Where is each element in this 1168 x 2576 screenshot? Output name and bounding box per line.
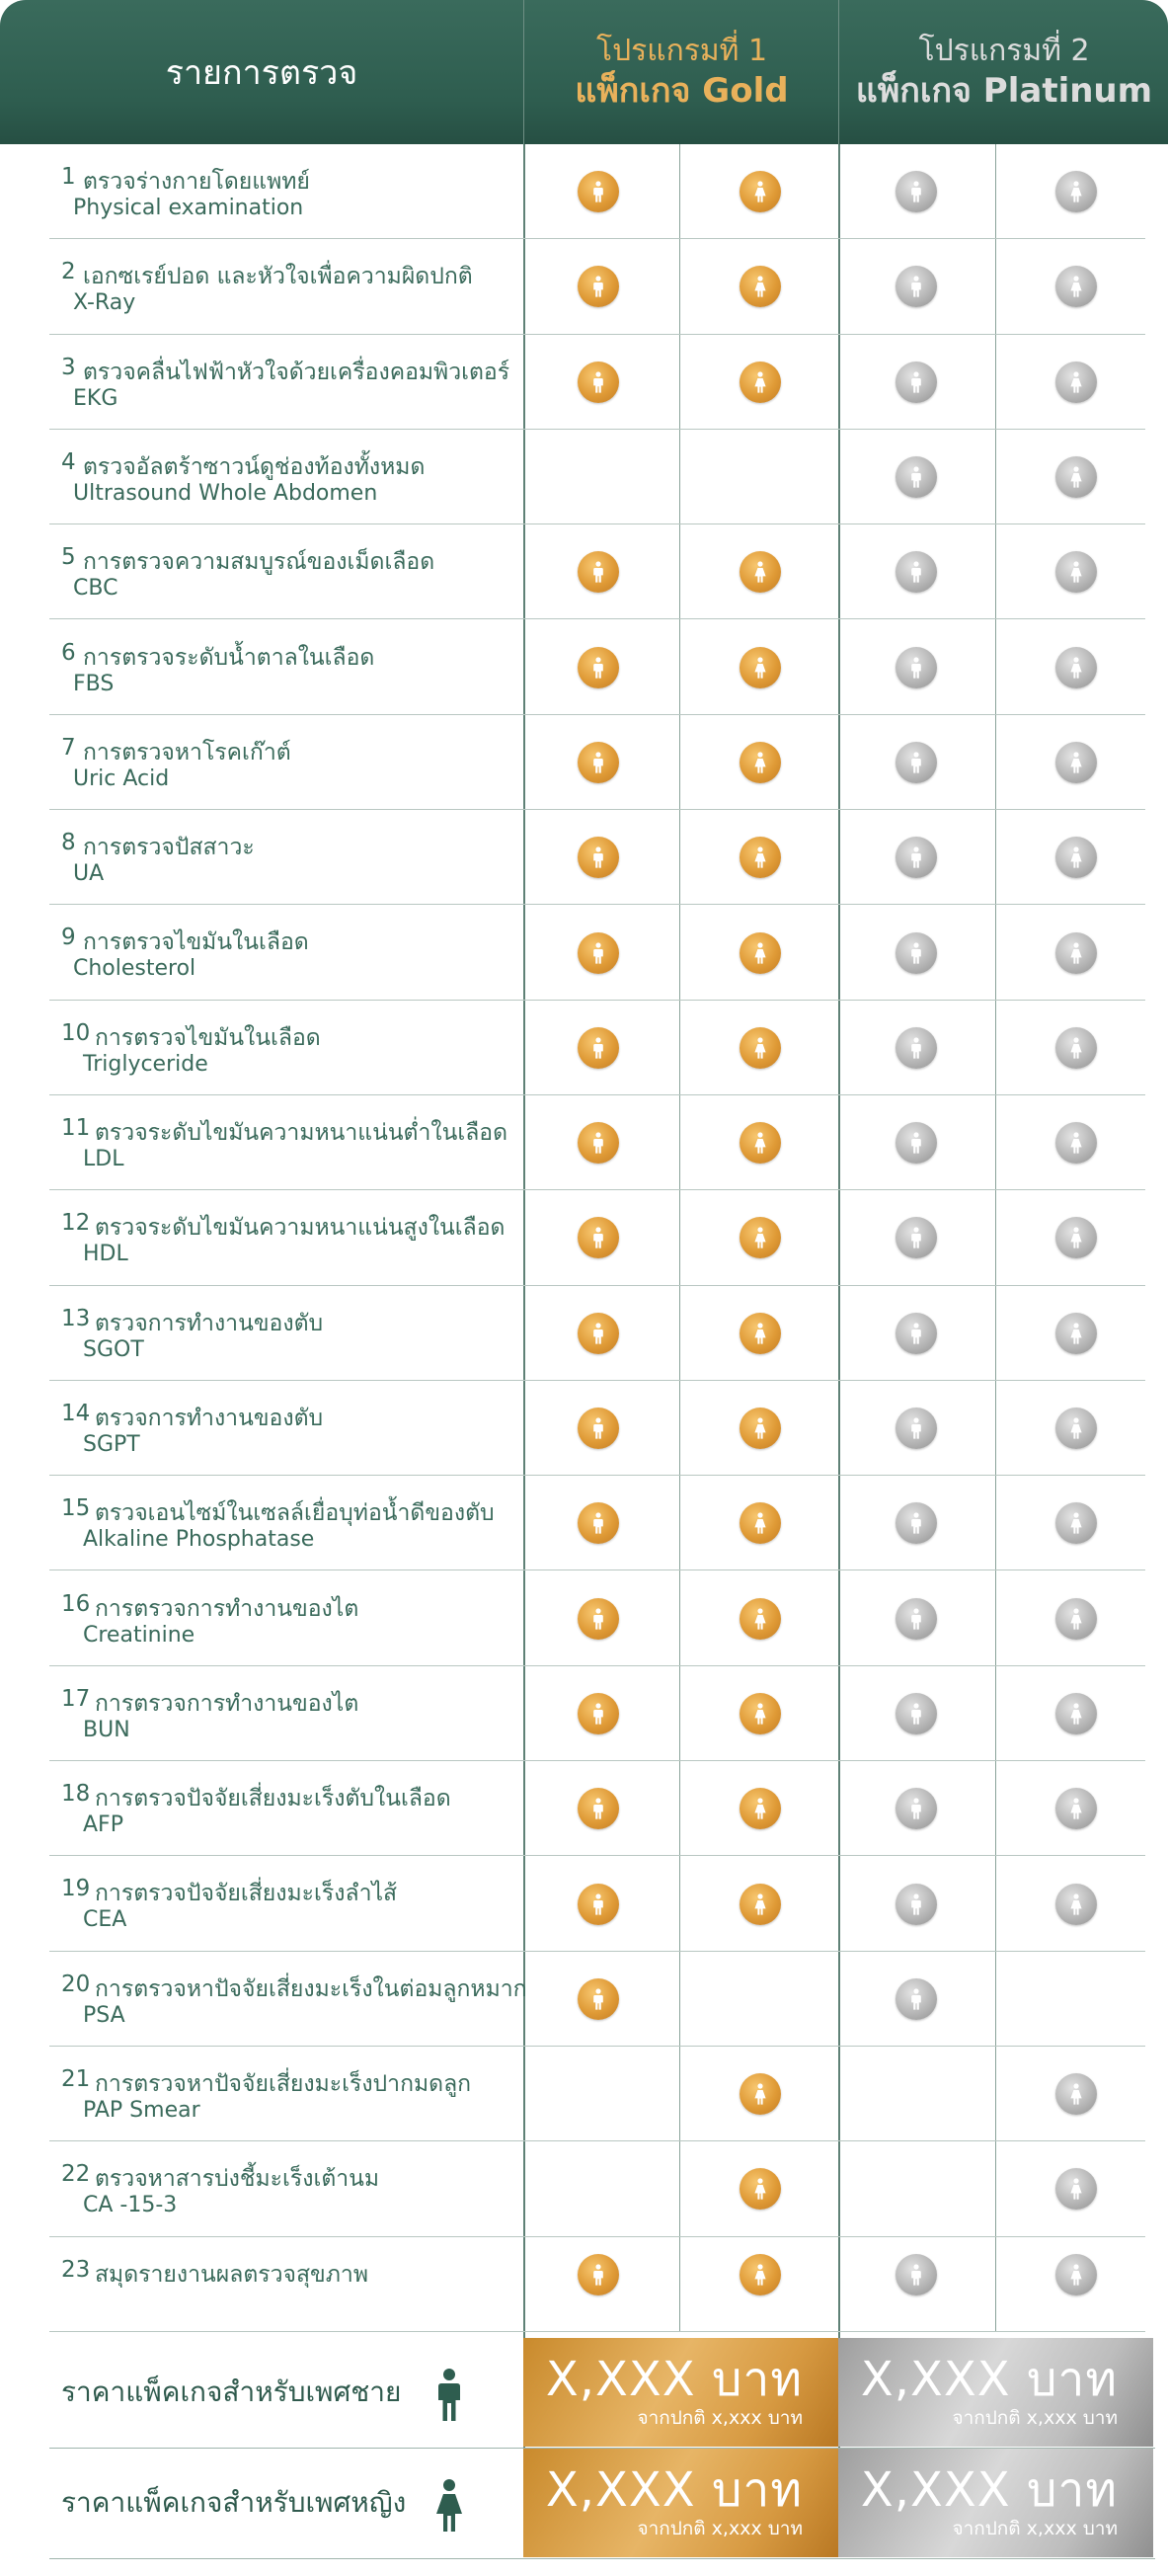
item-number: 6 bbox=[61, 639, 76, 666]
item-thai-name: การตรวจปัสสาวะ bbox=[83, 835, 255, 861]
item-number: 13 bbox=[61, 1305, 91, 1331]
female-included-icon bbox=[740, 837, 781, 878]
male-included-icon bbox=[578, 1313, 619, 1354]
item-thai-name: ตรวจหาสารบ่งชี้มะเร็งเต้านม bbox=[95, 2166, 380, 2193]
price-divider bbox=[49, 2558, 1155, 2559]
item-number: 4 bbox=[61, 448, 76, 475]
female-included-icon bbox=[1055, 362, 1097, 403]
female-included-icon bbox=[740, 1027, 781, 1069]
male-included-icon bbox=[578, 1884, 619, 1925]
item-thai-name: การตรวจหาโรคเก๊าต์ bbox=[83, 739, 291, 765]
item-thai-name: การตรวจไขมันในเลือด bbox=[95, 1024, 321, 1051]
exam-item-row bbox=[49, 620, 1145, 715]
male-included-icon bbox=[895, 1217, 937, 1258]
male-included-icon bbox=[578, 1217, 619, 1258]
item-english-name: Cholesterol bbox=[73, 956, 196, 982]
header-gold-package bbox=[523, 0, 839, 144]
platinum-price-box bbox=[838, 2449, 1153, 2557]
female-included-icon bbox=[740, 1408, 781, 1449]
exam-item-row bbox=[49, 810, 1145, 905]
male-included-icon bbox=[895, 362, 937, 403]
exam-item-row bbox=[49, 1286, 1145, 1381]
female-included-icon bbox=[1055, 742, 1097, 783]
package1-label: แพ็กเกจ Gold bbox=[575, 71, 789, 111]
female-included-icon bbox=[740, 2254, 781, 2295]
item-english-name: BUN bbox=[83, 1717, 130, 1742]
female-included-icon bbox=[1055, 1884, 1097, 1925]
exam-item-row bbox=[49, 2141, 1145, 2236]
male-included-icon bbox=[578, 1978, 619, 2020]
female-included-icon bbox=[1055, 647, 1097, 688]
male-included-icon bbox=[578, 1598, 619, 1640]
item-thai-name: ตรวจระดับไขมันความหนาแน่นต่ำในเลือด bbox=[95, 1120, 508, 1146]
item-thai-name: ตรวจอัลตร้าซาวน์ดูช่องท้องทั้งหมด bbox=[83, 453, 426, 480]
platinum-regular-price: จากปกติ x,xxx บาท bbox=[952, 2517, 1118, 2539]
exam-item-row bbox=[49, 1095, 1145, 1190]
item-number: 18 bbox=[61, 1781, 91, 1808]
female-included-icon bbox=[1055, 1598, 1097, 1640]
male-included-icon bbox=[895, 1598, 937, 1640]
male-included-icon bbox=[578, 362, 619, 403]
exam-item-row bbox=[49, 1381, 1145, 1476]
item-thai-name: ตรวจการทำงานของตับ bbox=[95, 1310, 324, 1336]
platinum-regular-price: จากปกติ x,xxx บาท bbox=[952, 2406, 1118, 2429]
male-included-icon bbox=[895, 1693, 937, 1734]
female-included-icon bbox=[740, 647, 781, 688]
female-included-icon bbox=[1055, 2168, 1097, 2210]
male-included-icon bbox=[895, 1408, 937, 1449]
female-included-icon bbox=[1055, 1122, 1097, 1164]
item-number: 16 bbox=[61, 1590, 91, 1617]
female-included-icon bbox=[740, 1217, 781, 1258]
item-thai-name: ตรวจร่างกายโดยแพทย์ bbox=[83, 169, 310, 195]
female-included-icon bbox=[1055, 1502, 1097, 1544]
item-number: 20 bbox=[61, 1971, 91, 1997]
male-included-icon bbox=[895, 1788, 937, 1829]
platinum-price-box bbox=[838, 2338, 1153, 2447]
male-included-icon bbox=[578, 551, 619, 593]
male-included-icon bbox=[578, 1027, 619, 1069]
item-english-name: EKG bbox=[73, 385, 118, 411]
male-included-icon bbox=[578, 742, 619, 783]
item-thai-name: การตรวจหาปัจจัยเสี่ยงมะเร็งปากมดลูก bbox=[95, 2071, 472, 2097]
female-included-icon bbox=[740, 171, 781, 212]
item-english-name: UA bbox=[73, 861, 105, 887]
item-thai-name: การตรวจหาปัจจัยเสี่ยงมะเร็งในต่อมลูกหมาก bbox=[95, 1975, 527, 2002]
item-number: 7 bbox=[61, 734, 76, 761]
item-number: 15 bbox=[61, 1495, 91, 1522]
item-number: 1 bbox=[61, 164, 76, 190]
item-english-name: Triglyceride bbox=[83, 1051, 208, 1077]
male-included-icon bbox=[895, 1122, 937, 1164]
male-included-icon bbox=[578, 2254, 619, 2295]
item-number: 14 bbox=[61, 1400, 91, 1426]
female-included-icon bbox=[740, 1884, 781, 1925]
female-included-icon bbox=[1055, 1217, 1097, 1258]
female-included-icon bbox=[1055, 1313, 1097, 1354]
item-thai-name: การตรวจปัจจัยเสี่ยงมะเร็งตับในเลือด bbox=[95, 1786, 451, 1812]
item-number: 9 bbox=[61, 925, 76, 951]
male-included-icon bbox=[578, 266, 619, 307]
item-thai-name: การตรวจไขมันในเลือด bbox=[83, 929, 309, 956]
item-english-name: Alkaline Phosphatase bbox=[83, 1527, 315, 1553]
item-english-name: Uric Acid bbox=[73, 765, 170, 791]
exam-item-row bbox=[49, 1952, 1145, 2047]
item-thai-name: ตรวจการทำงานของตับ bbox=[95, 1405, 324, 1431]
female-included-icon bbox=[1055, 2254, 1097, 2295]
platinum-price: X,XXX บาท bbox=[860, 2461, 1118, 2518]
female-included-icon bbox=[1055, 1027, 1097, 1069]
item-thai-name: สมุดรายงานผลตรวจสุขภาพ bbox=[95, 2261, 368, 2288]
female-included-icon bbox=[1055, 171, 1097, 212]
female-included-icon bbox=[740, 742, 781, 783]
female-included-icon bbox=[740, 1788, 781, 1829]
item-number: 5 bbox=[61, 544, 76, 571]
item-english-name: CBC bbox=[73, 576, 118, 602]
male-included-icon bbox=[895, 742, 937, 783]
male-included-icon bbox=[895, 1884, 937, 1925]
male-included-icon bbox=[895, 1502, 937, 1544]
male-included-icon bbox=[895, 932, 937, 974]
male-included-icon bbox=[895, 1313, 937, 1354]
male-included-icon bbox=[578, 1502, 619, 1544]
exam-item-row bbox=[49, 1666, 1145, 1761]
program1-label: โปรแกรมที่ 1 bbox=[595, 34, 768, 68]
table-header bbox=[0, 0, 1168, 144]
item-thai-name: การตรวจการทำงานของไต bbox=[95, 1690, 359, 1717]
gold-price-box bbox=[523, 2449, 838, 2557]
exam-item-row bbox=[49, 1476, 1145, 1570]
item-english-name: PSA bbox=[83, 2002, 125, 2028]
item-english-name: SGOT bbox=[83, 1336, 144, 1362]
male-icon bbox=[429, 2368, 469, 2423]
item-english-name: SGPT bbox=[83, 1431, 140, 1457]
female-included-icon bbox=[1055, 1693, 1097, 1734]
item-english-name: Ultrasound Whole Abdomen bbox=[73, 480, 378, 506]
male-included-icon bbox=[895, 456, 937, 498]
female-included-icon bbox=[1055, 837, 1097, 878]
male-included-icon bbox=[578, 171, 619, 212]
female-included-icon bbox=[740, 266, 781, 307]
female-included-icon bbox=[1055, 932, 1097, 974]
item-english-name: HDL bbox=[83, 1242, 128, 1267]
header-platinum-package bbox=[838, 0, 1168, 144]
female-included-icon bbox=[740, 1122, 781, 1164]
female-included-icon bbox=[740, 362, 781, 403]
female-included-icon bbox=[1055, 1408, 1097, 1449]
item-thai-name: ตรวจระดับไขมันความหนาแน่นสูงในเลือด bbox=[95, 1215, 506, 1242]
item-number: 2 bbox=[61, 259, 76, 285]
female-included-icon bbox=[1055, 1788, 1097, 1829]
item-thai-name: การตรวจการทำงานของไต bbox=[95, 1595, 359, 1622]
male-included-icon bbox=[895, 647, 937, 688]
item-thai-name: การตรวจระดับน้ำตาลในเลือด bbox=[83, 644, 375, 671]
exam-item-row bbox=[49, 1856, 1145, 1951]
gold-regular-price: จากปกติ x,xxx บาท bbox=[637, 2517, 803, 2539]
female-included-icon bbox=[740, 1313, 781, 1354]
exam-item-row bbox=[49, 715, 1145, 810]
item-number: 10 bbox=[61, 1019, 91, 1046]
female-included-icon bbox=[740, 2168, 781, 2210]
item-number: 21 bbox=[61, 2066, 91, 2092]
male-included-icon bbox=[895, 1027, 937, 1069]
exam-item-row bbox=[49, 430, 1145, 524]
male-included-icon bbox=[895, 551, 937, 593]
price-row bbox=[49, 2449, 1155, 2557]
male-included-icon bbox=[895, 837, 937, 878]
female-included-icon bbox=[740, 1693, 781, 1734]
item-thai-name: ตรวจเอนไซม์ในเซลล์เยื่อบุท่อน้ำดีของตับ bbox=[95, 1500, 495, 1527]
item-thai-name: การตรวจปัจจัยเสี่ยงมะเร็งลำไส้ bbox=[95, 1881, 398, 1907]
female-included-icon bbox=[740, 932, 781, 974]
male-included-icon bbox=[578, 932, 619, 974]
male-included-icon bbox=[578, 837, 619, 878]
item-thai-name: การตรวจความสมบูรณ์ของเม็ดเลือด bbox=[83, 549, 435, 576]
female-included-icon bbox=[740, 1598, 781, 1640]
item-english-name: CEA bbox=[83, 1907, 127, 1933]
item-english-name: X-Ray bbox=[73, 290, 136, 316]
header-list-title bbox=[0, 0, 523, 144]
program2-label: โปรแกรมที่ 2 bbox=[918, 34, 1090, 68]
gold-price-box bbox=[523, 2338, 838, 2447]
male-included-icon bbox=[578, 1693, 619, 1734]
item-english-name: LDL bbox=[83, 1147, 124, 1171]
exam-item-row bbox=[49, 239, 1145, 334]
item-english-name: CA -15-3 bbox=[83, 2193, 178, 2218]
item-number: 12 bbox=[61, 1210, 91, 1237]
item-number: 22 bbox=[61, 2161, 91, 2188]
exam-item-row bbox=[49, 1761, 1145, 1856]
exam-item-row bbox=[49, 524, 1145, 619]
item-number: 8 bbox=[61, 830, 76, 856]
female-included-icon bbox=[1055, 266, 1097, 307]
item-english-name: AFP bbox=[83, 1812, 123, 1838]
item-english-name: PAP Smear bbox=[83, 2098, 200, 2123]
male-included-icon bbox=[895, 1978, 937, 2020]
female-included-icon bbox=[740, 1502, 781, 1544]
item-english-name: Physical examination bbox=[73, 196, 304, 220]
item-number: 17 bbox=[61, 1685, 91, 1712]
exam-item-row bbox=[49, 2237, 1145, 2332]
exam-item-row bbox=[49, 335, 1145, 430]
package2-label: แพ็กเกจ Platinum bbox=[855, 71, 1153, 111]
price-label: ราคาแพ็คเกจสำหรับเพศชาย bbox=[61, 2375, 402, 2408]
platinum-price: X,XXX บาท bbox=[860, 2351, 1118, 2407]
female-included-icon bbox=[740, 2073, 781, 2115]
gold-price: X,XXX บาท bbox=[545, 2461, 803, 2518]
male-included-icon bbox=[578, 647, 619, 688]
male-included-icon bbox=[578, 1788, 619, 1829]
item-number: 3 bbox=[61, 354, 76, 380]
female-included-icon bbox=[1055, 551, 1097, 593]
exam-item-row bbox=[49, 1571, 1145, 1666]
exam-item-row bbox=[49, 1190, 1145, 1285]
item-english-name: FBS bbox=[73, 671, 115, 696]
exam-item-row bbox=[49, 1001, 1145, 1095]
item-thai-name: เอกซเรย์ปอด และหัวใจเพื่อความผิดปกติ bbox=[83, 264, 473, 290]
item-english-name: Creatinine bbox=[83, 1622, 195, 1648]
exam-item-row bbox=[49, 905, 1145, 1000]
female-included-icon bbox=[1055, 2073, 1097, 2115]
male-included-icon bbox=[895, 171, 937, 212]
price-label: ราคาแพ็คเกจสำหรับเพศหญิง bbox=[61, 2485, 407, 2519]
male-included-icon bbox=[578, 1122, 619, 1164]
exam-item-row bbox=[49, 2047, 1145, 2141]
female-icon bbox=[429, 2478, 469, 2534]
item-thai-name: ตรวจคลื่นไฟฟ้าหัวใจด้วยเครื่องคอมพิวเตอร์ bbox=[83, 359, 510, 385]
item-number: 19 bbox=[61, 1876, 91, 1902]
item-number: 23 bbox=[61, 2256, 91, 2283]
exam-item-row bbox=[49, 144, 1145, 239]
male-included-icon bbox=[578, 1408, 619, 1449]
item-number: 11 bbox=[61, 1115, 91, 1141]
gold-price: X,XXX บาท bbox=[545, 2351, 803, 2407]
price-row bbox=[49, 2338, 1155, 2447]
female-included-icon bbox=[740, 551, 781, 593]
list-title: รายการตรวจ bbox=[165, 53, 358, 93]
male-included-icon bbox=[895, 266, 937, 307]
female-included-icon bbox=[1055, 456, 1097, 498]
male-included-icon bbox=[895, 2254, 937, 2295]
gold-regular-price: จากปกติ x,xxx บาท bbox=[637, 2406, 803, 2429]
